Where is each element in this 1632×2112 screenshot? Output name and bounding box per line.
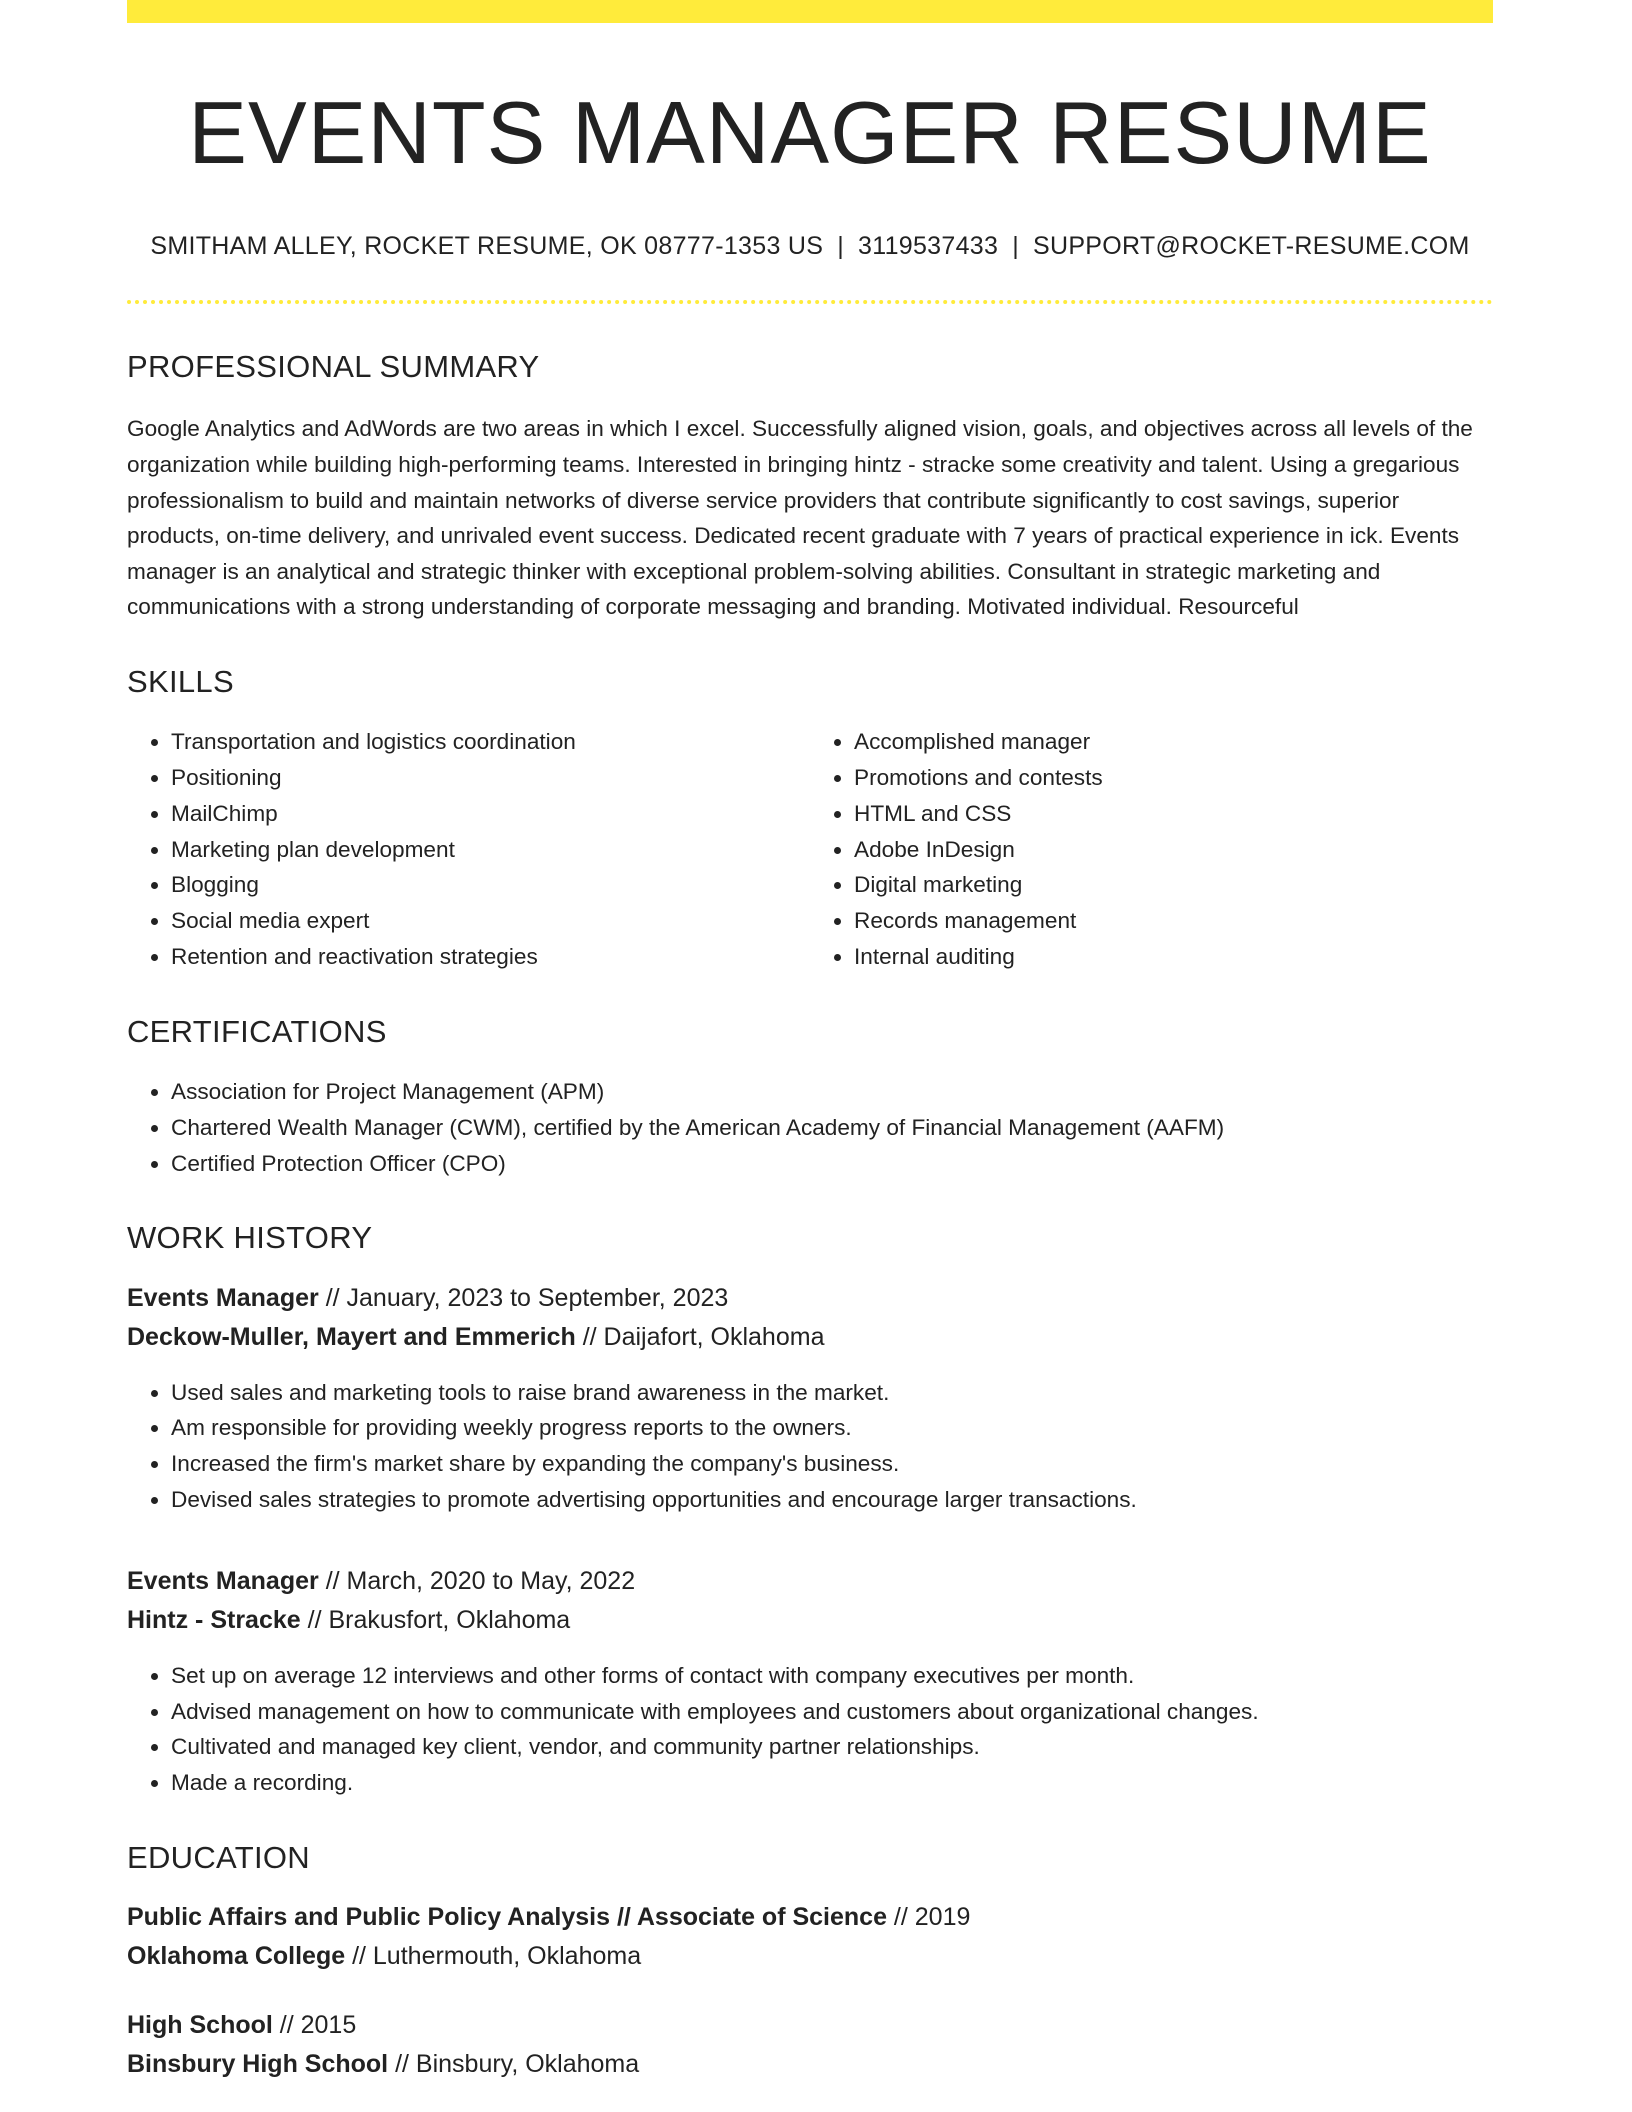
skills-right-list <box>810 724 1493 975</box>
contact-address: SMITHAM ALLEY, ROCKET RESUME, OK 08777-1353 US <box>150 231 824 260</box>
education-entry <box>127 2006 1493 2084</box>
work-history-section <box>127 1219 1493 1801</box>
job-bullet: • Used sales and marketing tools to raise brand awareness in the market. <box>171 1375 1493 1411</box>
education-section <box>127 1839 1493 2084</box>
job-location: // Daijafort, Oklahoma <box>575 1322 825 1351</box>
job-location: // Brakusfort, Oklahoma <box>300 1605 571 1634</box>
job-dates: // January, 2023 to September, 2023 <box>318 1283 729 1312</box>
job-bullet: • Increased the firm's market share by expanding the company's business. <box>171 1446 1493 1482</box>
education-school: Binsbury High School <box>127 2050 389 2079</box>
work-history-heading: WORK HISTORY <box>127 1220 373 1256</box>
education-location: // Luthermouth, Oklahoma <box>345 1942 642 1971</box>
job-company-line <box>127 1318 1493 1357</box>
skills-section <box>127 663 1493 975</box>
job-entry <box>127 1279 1493 1518</box>
education-school-line <box>127 2045 1493 2084</box>
skills-columns <box>127 724 1493 975</box>
skill-item: • Social media expert <box>171 903 810 939</box>
skills-heading: SKILLS <box>127 664 234 700</box>
certification-item: • Association for Project Management (APM) <box>171 1074 1493 1110</box>
job-company: Deckow-Muller, Mayert and Emmerich <box>127 1322 576 1351</box>
skills-left-list <box>127 724 810 975</box>
contact-line <box>127 230 1493 263</box>
skill-item: • Records management <box>854 903 1493 939</box>
job-title: Events Manager <box>127 1283 319 1312</box>
education-location: // Binsbury, Oklahoma <box>388 2050 640 2079</box>
skill-item: • Accomplished manager <box>854 724 1493 760</box>
education-degree-line <box>127 2006 1493 2045</box>
job-title-line <box>127 1279 1493 1318</box>
skill-item: • Promotions and contests <box>854 760 1493 796</box>
job-bullet: • Advised management on how to communicate with employees and customers about organizational changes. <box>171 1694 1493 1730</box>
job-bullet: • Set up on average 12 interviews and other forms of contact with company executives per month. <box>171 1658 1493 1694</box>
certifications-section <box>127 1013 1493 1182</box>
education-entry <box>127 1898 1493 1976</box>
job-bullets <box>127 1658 1493 1801</box>
job-bullet: • Cultivated and managed key client, vendor, and community partner relationships. <box>171 1729 1493 1765</box>
resume-page <box>127 0 1493 2084</box>
education-heading: EDUCATION <box>127 1839 310 1875</box>
skill-item: • Digital marketing <box>854 867 1493 903</box>
job-company: Hintz - Stracke <box>127 1605 301 1634</box>
summary-section <box>127 348 1493 625</box>
summary-heading: PROFESSIONAL SUMMARY <box>127 349 540 385</box>
skill-item: • Internal auditing <box>854 939 1493 975</box>
skill-item: • Blogging <box>171 867 810 903</box>
skill-item: • MailChimp <box>171 796 810 832</box>
skill-item: • Positioning <box>171 760 810 796</box>
education-year: // 2019 <box>886 1903 971 1932</box>
contact-email: SUPPORT@ROCKET-RESUME.COM <box>1033 231 1470 260</box>
contact-separator: | <box>1012 231 1019 260</box>
job-bullet: • Made a recording. <box>171 1765 1493 1801</box>
job-company-line <box>127 1601 1493 1640</box>
job-bullets <box>127 1375 1493 1518</box>
contact-separator: | <box>837 231 845 260</box>
skill-item: • Retention and reactivation strategies <box>171 939 810 975</box>
job-title: Events Manager <box>127 1566 319 1595</box>
education-school: Oklahoma College <box>127 1942 346 1971</box>
education-degree-line <box>127 1898 1493 1937</box>
summary-text: Google Analytics and AdWords are two areas in which I excel. Successfully aligned vision, goals, and objectives across all levels of the organization while building high-performing teams. Interested in bringing hintz - stracke some creativity and talent. Using a gregarious professionalism to build and maintain networks of diverse service providers that contribute significantly to cost savings, superior products, on-time delivery, and unrivaled event success. Dedicated recent graduate with 7 years of practical experience in ick. Events manager is an analytical and strategic thinker with exceptional problem-solving abilities. Consultant in strategic marketing and communications with a strong understanding of corporate messaging and branding. Motivated individual. Resourceful <box>127 416 1473 620</box>
education-degree: Public Affairs and Public Policy Analysis // Associate of Science <box>127 1903 887 1932</box>
education-year: // 2015 <box>272 2011 357 2040</box>
job-bullet: • Am responsible for providing weekly progress reports to the owners. <box>171 1410 1493 1446</box>
skill-item: • HTML and CSS <box>854 796 1493 832</box>
skill-item: • Adobe InDesign <box>854 832 1493 868</box>
skill-item: • Transportation and logistics coordination <box>171 724 810 760</box>
education-school-line <box>127 1937 1493 1976</box>
job-bullet: • Devised sales strategies to promote advertising opportunities and encourage larger transactions. <box>171 1482 1493 1518</box>
skill-item: • Marketing plan development <box>171 832 810 868</box>
education-degree: High School <box>127 2011 273 2040</box>
dotted-divider <box>127 300 1493 304</box>
certifications-list <box>127 1074 1493 1181</box>
certifications-heading: CERTIFICATIONS <box>127 1013 387 1049</box>
certification-item: • Certified Protection Officer (CPO) <box>171 1146 1493 1182</box>
certification-item: • Chartered Wealth Manager (CWM), certified by the American Academy of Financial Management (AAFM) <box>171 1110 1493 1146</box>
job-entry <box>127 1562 1493 1801</box>
job-dates: // March, 2020 to May, 2022 <box>318 1566 636 1595</box>
contact-phone: 3119537433 <box>858 231 999 260</box>
accent-top-bar <box>127 0 1493 23</box>
job-title-line <box>127 1562 1493 1601</box>
resume-title: EVENTS MANAGER RESUME <box>188 83 1432 182</box>
